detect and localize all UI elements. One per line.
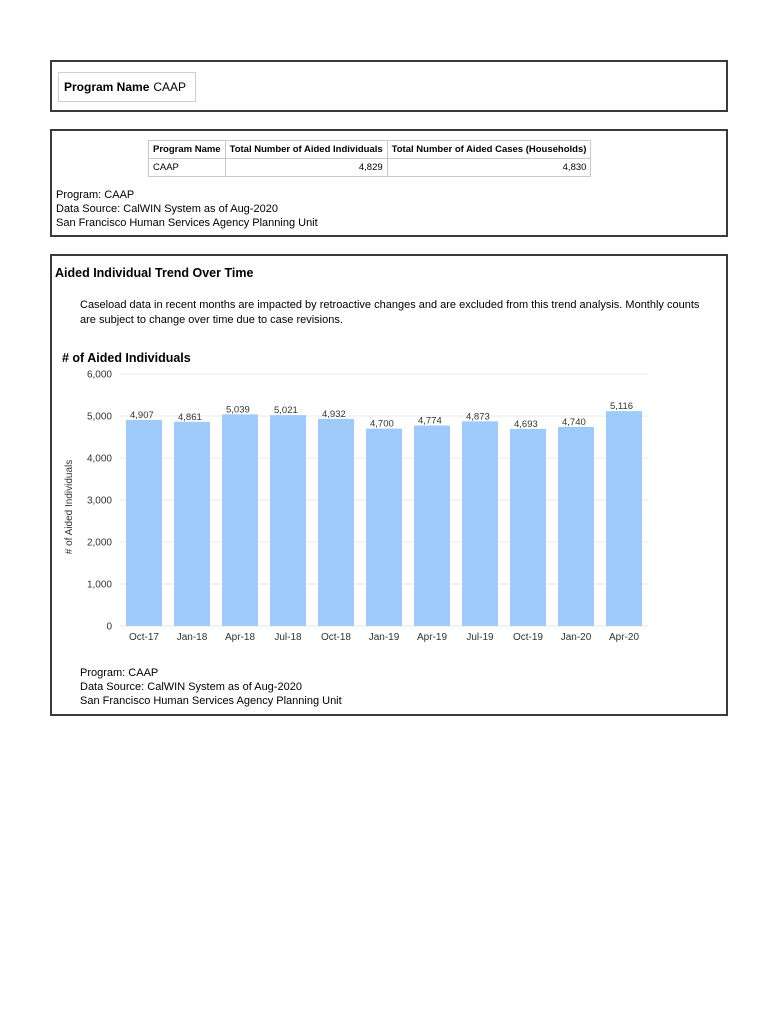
x-tick-label: Apr-18 — [224, 632, 256, 643]
program-filter-panel — [50, 60, 728, 112]
trend-description: Caseload data in recent months are impacted by retroactive changes and are excluded from this trend analysis. Monthly counts are subject to change over time due to case revisions. — [80, 299, 700, 326]
chart-title: # of Aided Individuals — [62, 351, 191, 365]
bar — [126, 420, 162, 626]
bar-value-label: 4,907 — [130, 409, 154, 421]
bar-value-label: 4,700 — [370, 418, 394, 430]
table-row — [149, 159, 591, 177]
x-tick-label: Jan-20 — [560, 632, 592, 643]
bar — [462, 421, 498, 626]
x-tick-label: Oct-19 — [512, 632, 544, 643]
bar-value-label: 4,740 — [562, 416, 586, 428]
x-tick-label: Jan-18 — [176, 632, 208, 643]
summary-cell-program: CAAP — [149, 159, 226, 177]
program-name-filter-label: Program Name — [64, 80, 150, 94]
bar-value-label: 5,116 — [610, 401, 634, 413]
y-tick-label: 6,000 — [86, 369, 112, 381]
summary-cell-cases: 4,830 — [387, 159, 591, 177]
bar — [558, 427, 594, 626]
bar — [318, 419, 354, 626]
y-axis-label: # of Aided Individuals — [64, 459, 75, 555]
bar — [414, 425, 450, 626]
bar-value-label: 5,021 — [274, 405, 298, 417]
summary-panel — [50, 129, 728, 237]
y-tick-label: 2,000 — [86, 537, 112, 549]
trend-panel — [50, 254, 728, 716]
summary-header-individuals: Total Number of Aided Individuals — [225, 141, 387, 159]
y-tick-label: 3,000 — [86, 495, 112, 507]
x-tick-label: Jan-19 — [368, 632, 400, 643]
summary-header-program: Program Name — [149, 141, 226, 159]
footnote-agency: San Francisco Human Services Agency Planning Unit — [56, 217, 318, 229]
aided-individuals-bar-chart — [52, 256, 726, 714]
bar-value-label: 4,861 — [178, 411, 202, 423]
summary-table — [148, 140, 591, 177]
bar — [510, 429, 546, 626]
summary-header-row — [149, 141, 591, 159]
program-name-filter-value: CAAP — [153, 80, 187, 94]
y-tick-label: 0 — [106, 621, 112, 633]
footnote-source: Data Source: CalWIN System as of Aug-2020 — [56, 203, 278, 215]
footnote-program: Program: CAAP — [80, 667, 159, 679]
bar-value-label: 4,932 — [322, 408, 346, 420]
bar-value-label: 4,693 — [514, 418, 538, 430]
footnote-agency: San Francisco Human Services Agency Planning Unit — [80, 695, 342, 707]
summary-cell-individuals: 4,829 — [225, 159, 387, 177]
x-tick-label: Oct-17 — [128, 632, 160, 643]
bar-value-label: 4,873 — [466, 411, 490, 423]
x-tick-label: Oct-18 — [320, 632, 352, 643]
x-tick-label: Apr-19 — [416, 632, 448, 643]
summary-footnote — [56, 188, 318, 230]
y-tick-label: 5,000 — [86, 411, 112, 423]
y-tick-label: 1,000 — [86, 579, 112, 591]
bar — [606, 411, 642, 626]
bar-value-label: 4,774 — [418, 415, 442, 427]
footnote-program: Program: CAAP — [56, 189, 135, 201]
footnote-source: Data Source: CalWIN System as of Aug-2020 — [80, 681, 302, 693]
bar — [270, 415, 306, 626]
bar — [222, 414, 258, 626]
x-tick-label: Jul-18 — [274, 632, 302, 643]
x-tick-label: Jul-19 — [466, 632, 494, 643]
bar-value-label: 5,039 — [226, 404, 250, 416]
bar — [174, 422, 210, 626]
summary-header-cases: Total Number of Aided Cases (Households) — [387, 141, 591, 159]
y-tick-label: 4,000 — [86, 453, 112, 465]
x-tick-label: Apr-20 — [608, 632, 640, 643]
program-name-filter[interactable] — [58, 72, 196, 102]
trend-title: Aided Individual Trend Over Time — [55, 266, 254, 280]
trend-footnote — [80, 666, 342, 708]
bar — [366, 429, 402, 626]
